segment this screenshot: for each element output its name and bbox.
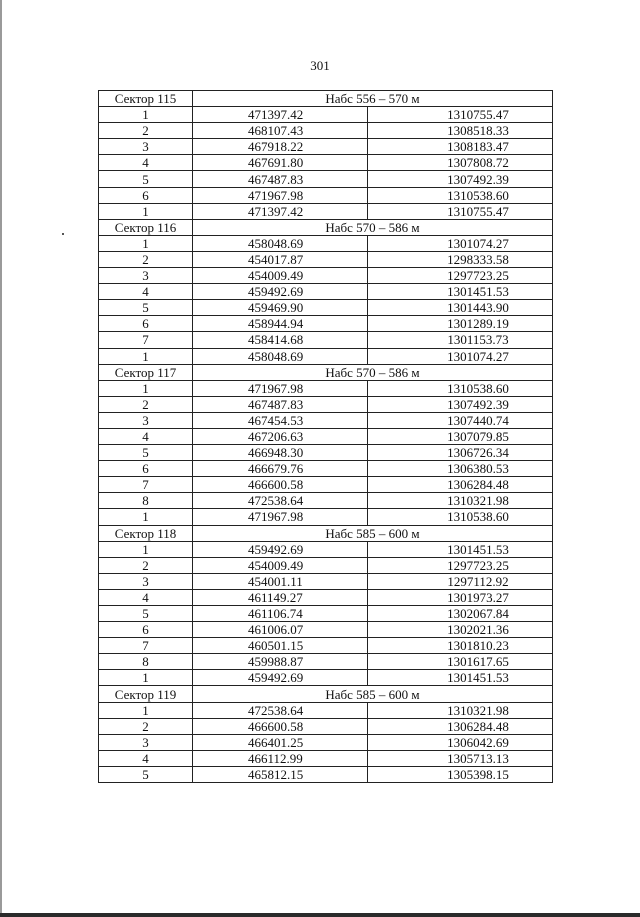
table-row [99, 461, 553, 477]
coordinate-y: 1301074.27 [368, 235, 553, 251]
coordinate-y: 1310755.47 [368, 107, 553, 123]
point-number: 4 [99, 428, 193, 444]
table-row [99, 284, 553, 300]
sector-height-range: Набс 556 – 570 м [193, 91, 553, 107]
coordinate-x: 471397.42 [193, 203, 368, 219]
coordinate-x: 459988.87 [193, 654, 368, 670]
coordinate-y: 1301074.27 [368, 348, 553, 364]
coordinate-y: 1297723.25 [368, 557, 553, 573]
coordinate-x: 466679.76 [193, 461, 368, 477]
coordinate-x: 454017.87 [193, 251, 368, 267]
point-number: 1 [99, 509, 193, 525]
table-row [99, 718, 553, 734]
coordinate-y: 1301451.53 [368, 284, 553, 300]
point-number: 3 [99, 268, 193, 284]
point-number: 2 [99, 123, 193, 139]
coordinate-y: 1297723.25 [368, 268, 553, 284]
sector-name: Сектор 119 [99, 686, 193, 702]
table-row [99, 123, 553, 139]
coordinate-y: 1308518.33 [368, 123, 553, 139]
table-row [99, 702, 553, 718]
coordinate-y: 1302021.36 [368, 622, 553, 638]
point-number: 3 [99, 412, 193, 428]
coordinate-x: 459492.69 [193, 541, 368, 557]
point-number: 3 [99, 734, 193, 750]
table-row [99, 573, 553, 589]
table-row [99, 428, 553, 444]
coordinate-y: 1310321.98 [368, 702, 553, 718]
coordinate-y: 1310538.60 [368, 187, 553, 203]
sector-height-range: Набс 585 – 600 м [193, 686, 553, 702]
coordinate-x: 466112.99 [193, 750, 368, 766]
coordinate-x: 458048.69 [193, 348, 368, 364]
coordinate-x: 465812.15 [193, 766, 368, 782]
table-row [99, 477, 553, 493]
point-number: 8 [99, 654, 193, 670]
table-row [99, 300, 553, 316]
point-number: 3 [99, 139, 193, 155]
table-row [99, 332, 553, 348]
point-number: 1 [99, 348, 193, 364]
coordinate-x: 471967.98 [193, 509, 368, 525]
table-row [99, 541, 553, 557]
point-number: 2 [99, 396, 193, 412]
point-number: 8 [99, 493, 193, 509]
coordinate-y: 1310321.98 [368, 493, 553, 509]
coordinate-x: 461106.74 [193, 606, 368, 622]
table-row [99, 380, 553, 396]
coordinate-x: 460501.15 [193, 638, 368, 654]
table-row [99, 316, 553, 332]
coordinate-x: 467454.53 [193, 412, 368, 428]
table-row [99, 557, 553, 573]
table-row [99, 493, 553, 509]
table-row [99, 734, 553, 750]
coordinate-x: 458944.94 [193, 316, 368, 332]
sector-height-range: Набс 570 – 586 м [193, 219, 553, 235]
point-number: 1 [99, 670, 193, 686]
point-number: 7 [99, 332, 193, 348]
table-row [99, 445, 553, 461]
coordinate-x: 472538.64 [193, 493, 368, 509]
coordinate-y: 1310538.60 [368, 509, 553, 525]
coordinate-x: 461006.07 [193, 622, 368, 638]
table-row [99, 235, 553, 251]
table-row [99, 606, 553, 622]
coordinate-x: 459469.90 [193, 300, 368, 316]
point-number: 2 [99, 251, 193, 267]
scan-speck [62, 233, 64, 235]
point-number: 1 [99, 380, 193, 396]
coordinate-y: 1306380.53 [368, 461, 553, 477]
point-number: 5 [99, 766, 193, 782]
coordinate-y: 1301973.27 [368, 589, 553, 605]
coordinate-y: 1310755.47 [368, 203, 553, 219]
table-row [99, 187, 553, 203]
table-row [99, 348, 553, 364]
coordinate-y: 1297112.92 [368, 573, 553, 589]
coordinate-y: 1301289.19 [368, 316, 553, 332]
table-row [99, 155, 553, 171]
point-number: 1 [99, 203, 193, 219]
table-row [99, 638, 553, 654]
coordinate-x: 471967.98 [193, 187, 368, 203]
sector-coordinates-table [98, 90, 553, 783]
sector-name: Сектор 115 [99, 91, 193, 107]
coordinate-y: 1305398.15 [368, 766, 553, 782]
coordinate-y: 1302067.84 [368, 606, 553, 622]
point-number: 2 [99, 718, 193, 734]
table-row [99, 251, 553, 267]
coordinate-x: 467487.83 [193, 396, 368, 412]
coordinate-y: 1307079.85 [368, 428, 553, 444]
scan-edge-left [0, 0, 2, 917]
coordinate-y: 1307440.74 [368, 412, 553, 428]
coordinate-y: 1310538.60 [368, 380, 553, 396]
coordinate-x: 461149.27 [193, 589, 368, 605]
coordinate-x: 454009.49 [193, 268, 368, 284]
table-row [99, 654, 553, 670]
coordinate-x: 459492.69 [193, 284, 368, 300]
point-number: 1 [99, 235, 193, 251]
coordinate-x: 466600.58 [193, 477, 368, 493]
point-number: 6 [99, 622, 193, 638]
coordinate-y: 1301153.73 [368, 332, 553, 348]
point-number: 4 [99, 284, 193, 300]
table-row [99, 622, 553, 638]
sector-name: Сектор 117 [99, 364, 193, 380]
coordinate-x: 468107.43 [193, 123, 368, 139]
sector-name: Сектор 118 [99, 525, 193, 541]
coordinate-x: 454001.11 [193, 573, 368, 589]
coordinate-x: 467487.83 [193, 171, 368, 187]
coordinate-x: 459492.69 [193, 670, 368, 686]
coordinate-y: 1308183.47 [368, 139, 553, 155]
coordinate-y: 1307808.72 [368, 155, 553, 171]
page-number: 301 [310, 58, 330, 73]
coordinate-y: 1306284.48 [368, 718, 553, 734]
point-number: 1 [99, 541, 193, 557]
coordinate-y: 1301617.65 [368, 654, 553, 670]
coordinate-y: 1305713.13 [368, 750, 553, 766]
coordinate-x: 466948.30 [193, 445, 368, 461]
coordinate-x: 458048.69 [193, 235, 368, 251]
table-row [99, 203, 553, 219]
point-number: 2 [99, 557, 193, 573]
table-body [99, 91, 553, 783]
point-number: 4 [99, 750, 193, 766]
point-number: 6 [99, 461, 193, 477]
point-number: 4 [99, 589, 193, 605]
point-number: 1 [99, 107, 193, 123]
table-row [99, 750, 553, 766]
coordinate-x: 466600.58 [193, 718, 368, 734]
coordinate-y: 1301443.90 [368, 300, 553, 316]
table-row [99, 268, 553, 284]
table-row [99, 589, 553, 605]
coordinate-x: 471967.98 [193, 380, 368, 396]
coordinate-x: 467206.63 [193, 428, 368, 444]
coordinate-x: 471397.42 [193, 107, 368, 123]
coordinate-x: 466401.25 [193, 734, 368, 750]
sector-name: Сектор 116 [99, 219, 193, 235]
sector-header-row [99, 91, 553, 107]
table-row [99, 171, 553, 187]
table-row [99, 766, 553, 782]
coordinate-y: 1301810.23 [368, 638, 553, 654]
coordinate-y: 1306726.34 [368, 445, 553, 461]
coordinate-x: 472538.64 [193, 702, 368, 718]
table-row [99, 107, 553, 123]
point-number: 7 [99, 477, 193, 493]
sector-height-range: Набс 570 – 586 м [193, 364, 553, 380]
coordinate-y: 1307492.39 [368, 171, 553, 187]
point-number: 5 [99, 300, 193, 316]
table-row [99, 670, 553, 686]
coordinate-x: 458414.68 [193, 332, 368, 348]
point-number: 7 [99, 638, 193, 654]
point-number: 6 [99, 187, 193, 203]
sector-header-row [99, 686, 553, 702]
sector-header-row [99, 525, 553, 541]
sector-header-row [99, 219, 553, 235]
scan-edge-bottom [0, 913, 640, 917]
coordinate-y: 1306284.48 [368, 477, 553, 493]
sector-header-row [99, 364, 553, 380]
point-number: 6 [99, 316, 193, 332]
point-number: 5 [99, 445, 193, 461]
coordinate-y: 1306042.69 [368, 734, 553, 750]
table-row [99, 509, 553, 525]
sector-height-range: Набс 585 – 600 м [193, 525, 553, 541]
point-number: 4 [99, 155, 193, 171]
point-number: 5 [99, 606, 193, 622]
table-row [99, 139, 553, 155]
coordinate-y: 1301451.53 [368, 541, 553, 557]
coordinate-x: 467918.22 [193, 139, 368, 155]
point-number: 3 [99, 573, 193, 589]
table-row [99, 412, 553, 428]
point-number: 1 [99, 702, 193, 718]
table-row [99, 396, 553, 412]
point-number: 5 [99, 171, 193, 187]
coordinate-x: 454009.49 [193, 557, 368, 573]
coordinate-y: 1307492.39 [368, 396, 553, 412]
coordinate-y: 1301451.53 [368, 670, 553, 686]
coordinate-y: 1298333.58 [368, 251, 553, 267]
coordinate-x: 467691.80 [193, 155, 368, 171]
